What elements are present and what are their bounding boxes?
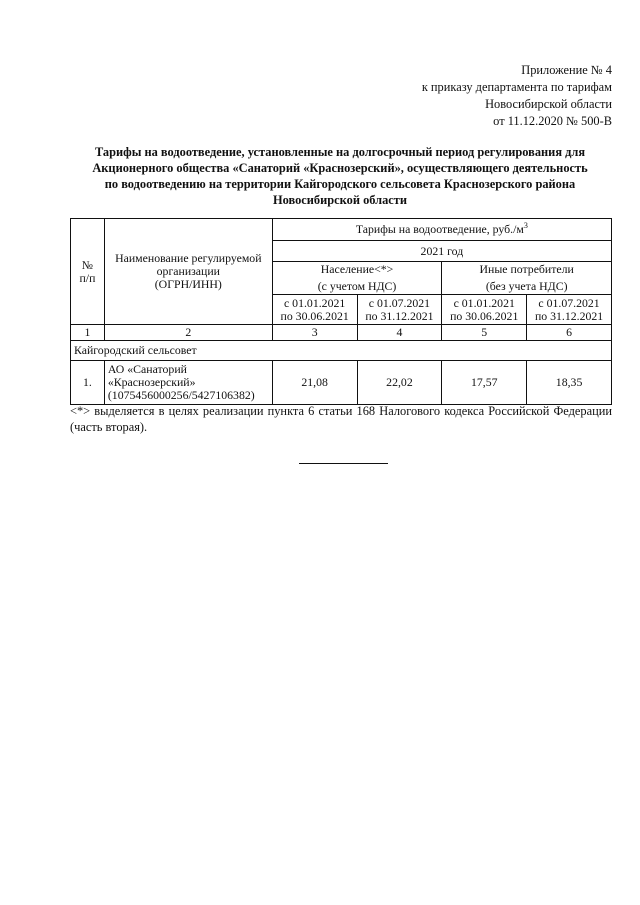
- title-line: по водоотведению на территории Кайгородского сельсовета Краснозерского района: [104, 177, 576, 191]
- tariff-value: 21,08: [272, 361, 357, 405]
- header-period: с 01.01.2021 по 30.06.2021: [272, 295, 357, 325]
- appendix-date: от 11.12.2020 № 500-В: [493, 114, 612, 128]
- column-number: 4: [357, 325, 442, 341]
- header-year: 2021 год: [272, 241, 611, 262]
- appendix-region: Новосибирской области: [485, 97, 612, 111]
- tariff-value: 18,35: [527, 361, 612, 405]
- separator-line: [299, 463, 388, 464]
- section-row: Кайгородский сельсовет: [71, 341, 612, 361]
- header-organization: Наименование регулируемой организации (ОГРН/ИНН): [104, 219, 272, 325]
- column-number: 6: [527, 325, 612, 341]
- appendix-block: [422, 62, 612, 130]
- title-line: Тарифы на водоотведение, установленные на долгосрочный период регулирования для: [94, 145, 586, 159]
- header-number: № п/п: [71, 219, 105, 325]
- tariff-table: [70, 218, 612, 405]
- row-number: 1.: [71, 361, 105, 405]
- footnote: <*> выделяется в целях реализации пункта 6 статьи 168 Налогового кодекса Российской Федерации (часть вторая).: [70, 404, 612, 434]
- column-number: 2: [104, 325, 272, 341]
- tariff-value: 17,57: [442, 361, 527, 405]
- table-row: [71, 361, 612, 405]
- header-tariffs: Тарифы на водоотведение, $руб./м^3$: [272, 219, 611, 241]
- appendix-number: Приложение № 4: [521, 63, 612, 77]
- header-period: с 01.07.2021 по 31.12.2021: [357, 295, 442, 325]
- tariff-value: 22,02: [357, 361, 442, 405]
- column-number: 1: [71, 325, 105, 341]
- column-number: 3: [272, 325, 357, 341]
- header-other-consumers: Иные потребители (без учета НДС): [442, 262, 612, 295]
- header-period: с 01.01.2021 по 30.06.2021: [442, 295, 527, 325]
- column-numbers-row: [71, 325, 612, 341]
- appendix-order-ref: к приказу департамента по тарифам: [421, 80, 612, 94]
- title-line: Акционерного общества «Санаторий «Краснозерский», осуществляющего деятельность: [92, 161, 588, 175]
- title-line: Новосибирской области: [272, 193, 408, 207]
- row-organization: АО «Санаторий «Краснозерский» (1075456000256/5427106382): [104, 361, 272, 405]
- header-population: Население<*> (с учетом НДС): [272, 262, 442, 295]
- document-title: [70, 144, 610, 208]
- column-number: 5: [442, 325, 527, 341]
- header-period: с 01.07.2021 по 31.12.2021: [527, 295, 612, 325]
